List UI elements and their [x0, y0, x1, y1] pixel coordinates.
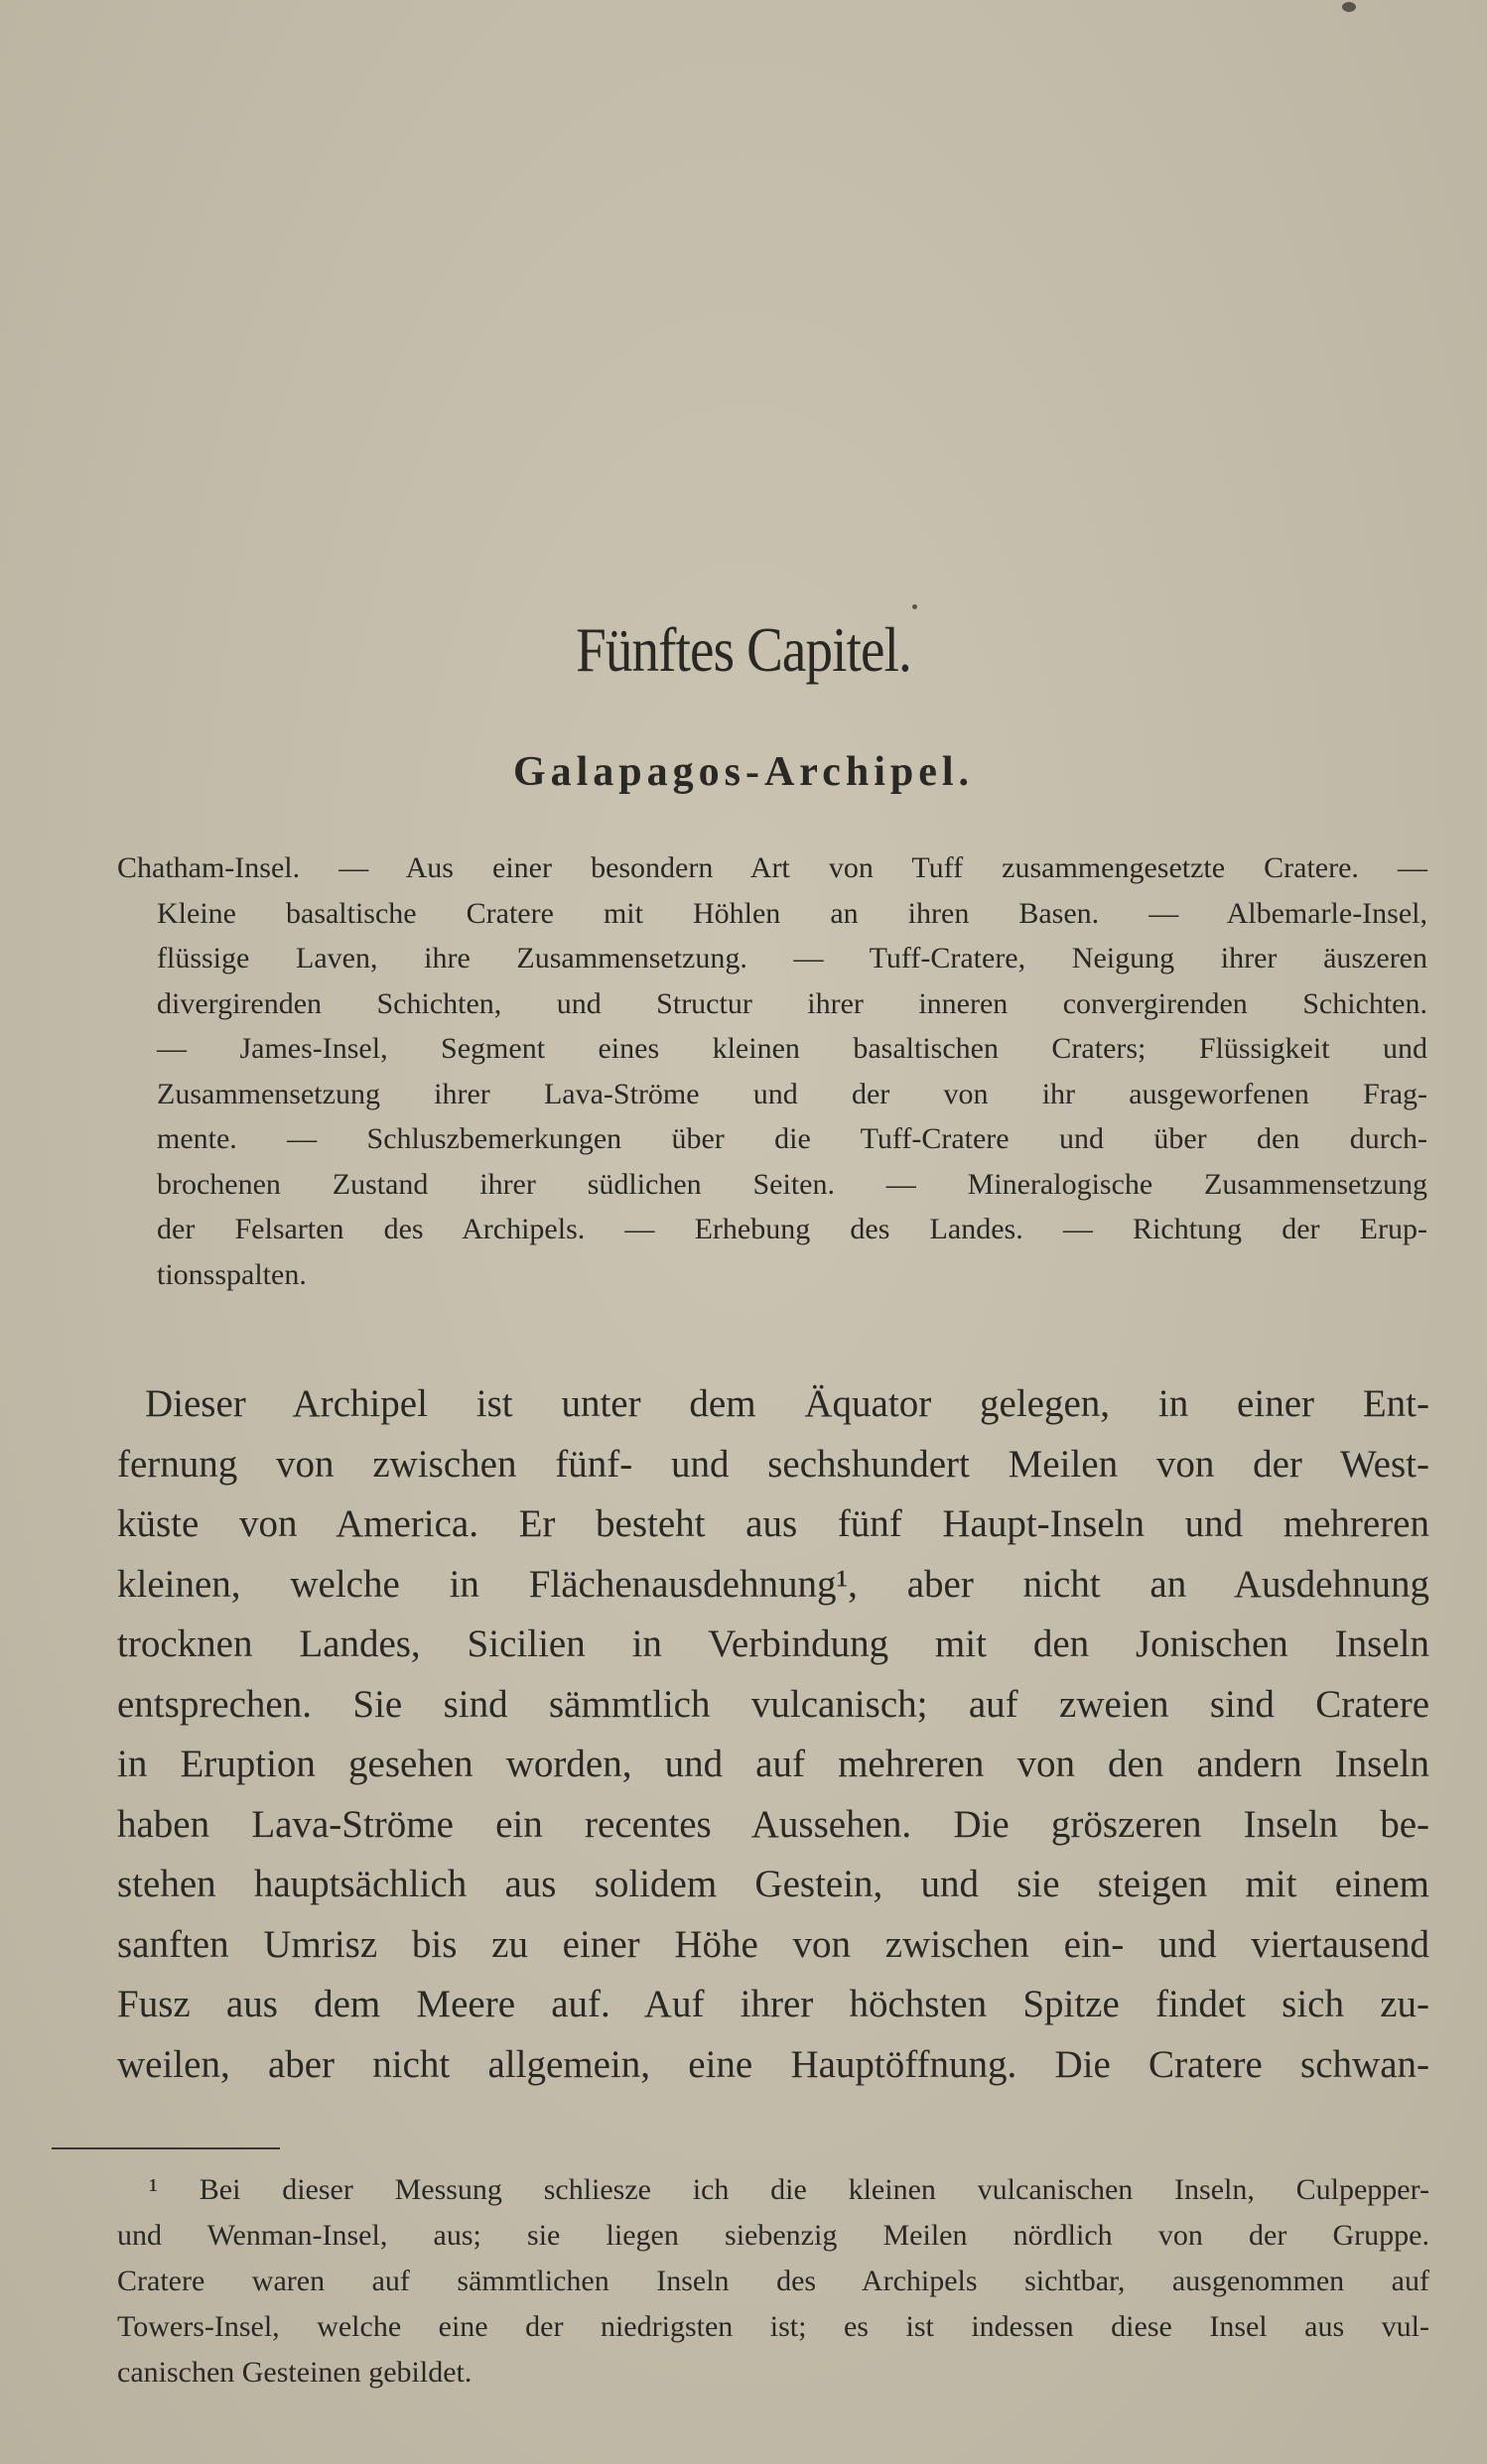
chapter-title: Fünftes Capitel.: [576, 614, 911, 685]
body-line: weilen, aber nicht allgemein, eine Hauptöffnung. Die Cratere schwan-: [117, 2042, 1429, 2086]
summary-line: der Felsarten des Archipels. — Erhebung des Landes. — Richtung der Erup-: [157, 1213, 1427, 1245]
footnote-line: und Wenman-Insel, aus; sie liegen siebenzig Meilen nördlich von der Gruppe.: [117, 2219, 1429, 2252]
summary-line: flüssige Laven, ihre Zusammensetzung. — Tuff-Cratere, Neigung ihrer äuszeren: [157, 942, 1427, 974]
body-line: entsprechen. Sie sind sämmtlich vulcanisch; auf zweien sind Cratere: [117, 1682, 1429, 1726]
body-line: kleinen, welche in Flächenausdehnung¹, aber nicht an Ausdehnung: [117, 1562, 1429, 1606]
footnote-line: ¹ Bei dieser Messung schliesze ich die kleinen vulcanischen Inseln, Culpepper-: [149, 2173, 1429, 2206]
body-line: fernung von zwischen fünf- und sechshundert Meilen von der West-: [117, 1442, 1429, 1486]
body-line: küste von America. Er besteht aus fünf Haupt-Inseln und mehreren: [117, 1502, 1429, 1545]
footnote: [117, 2167, 1429, 2396]
footnote-line: Cratere waren auf sämmtlichen Inseln des Archipels sichtbar, ausgenommen auf: [117, 2265, 1429, 2297]
body-line: Dieser Archipel ist unter dem Äquator gelegen, in einer Ent-: [145, 1382, 1429, 1425]
body-line: trocknen Landes, Sicilien in Verbindung mit den Jonischen Inseln: [117, 1622, 1429, 1665]
ink-speck: [1342, 2, 1356, 12]
summary-line: Chatham-Insel. — Aus einer besondern Art von Tuff zusammengesetzte Cratere. —: [117, 851, 1427, 884]
body-paragraph: [117, 1374, 1429, 2095]
summary-line: brochenen Zustand ihrer südlichen Seiten. — Mineralogische Zusammensetzung: [157, 1167, 1427, 1201]
body-line: stehen hauptsächlich aus solidem Gestein, und sie steigen mit einem: [117, 1863, 1429, 1905]
body-line: Fusz aus dem Meere auf. Auf ihrer höchsten Spitze findet sich zu-: [117, 1983, 1429, 2025]
summary-line: Zusammensetzung ihrer Lava-Ströme und der von ihr ausgeworfenen Frag-: [157, 1077, 1427, 1110]
summary-line: divergirenden Schichten, und Structur ihrer inneren convergirenden Schichten.: [157, 986, 1427, 1020]
footnote-line: Towers-Insel, welche eine der niedrigsten ist; es ist indessen diese Insel aus vul-: [117, 2310, 1429, 2343]
summary-line: Kleine basaltische Cratere mit Höhlen an ihren Basen. — Albemarle-Insel,: [157, 896, 1427, 930]
footnote-line: canischen Gesteinen gebildet.: [117, 2356, 473, 2389]
ink-speck: [912, 604, 917, 609]
chapter-summary: [117, 845, 1427, 1297]
section-title: Galapagos-Archipel.: [512, 749, 975, 795]
body-line: haben Lava-Ströme ein recentes Aussehen. Die gröszeren Inseln be-: [117, 1802, 1429, 1846]
summary-line: mente. — Schluszbemerkungen über die Tuff-Cratere und über den durch-: [157, 1122, 1427, 1155]
summary-line: tionsspalten.: [157, 1257, 307, 1291]
footnote-divider: [52, 2147, 280, 2149]
body-line: in Eruption gesehen worden, und auf mehreren von den andern Inseln: [117, 1743, 1429, 1785]
summary-line: — James-Insel, Segment eines kleinen basaltischen Craters; Flüssigkeit und: [157, 1032, 1427, 1065]
body-line: sanften Umrisz bis zu einer Höhe von zwischen ein- und viertausend: [117, 1922, 1429, 1966]
